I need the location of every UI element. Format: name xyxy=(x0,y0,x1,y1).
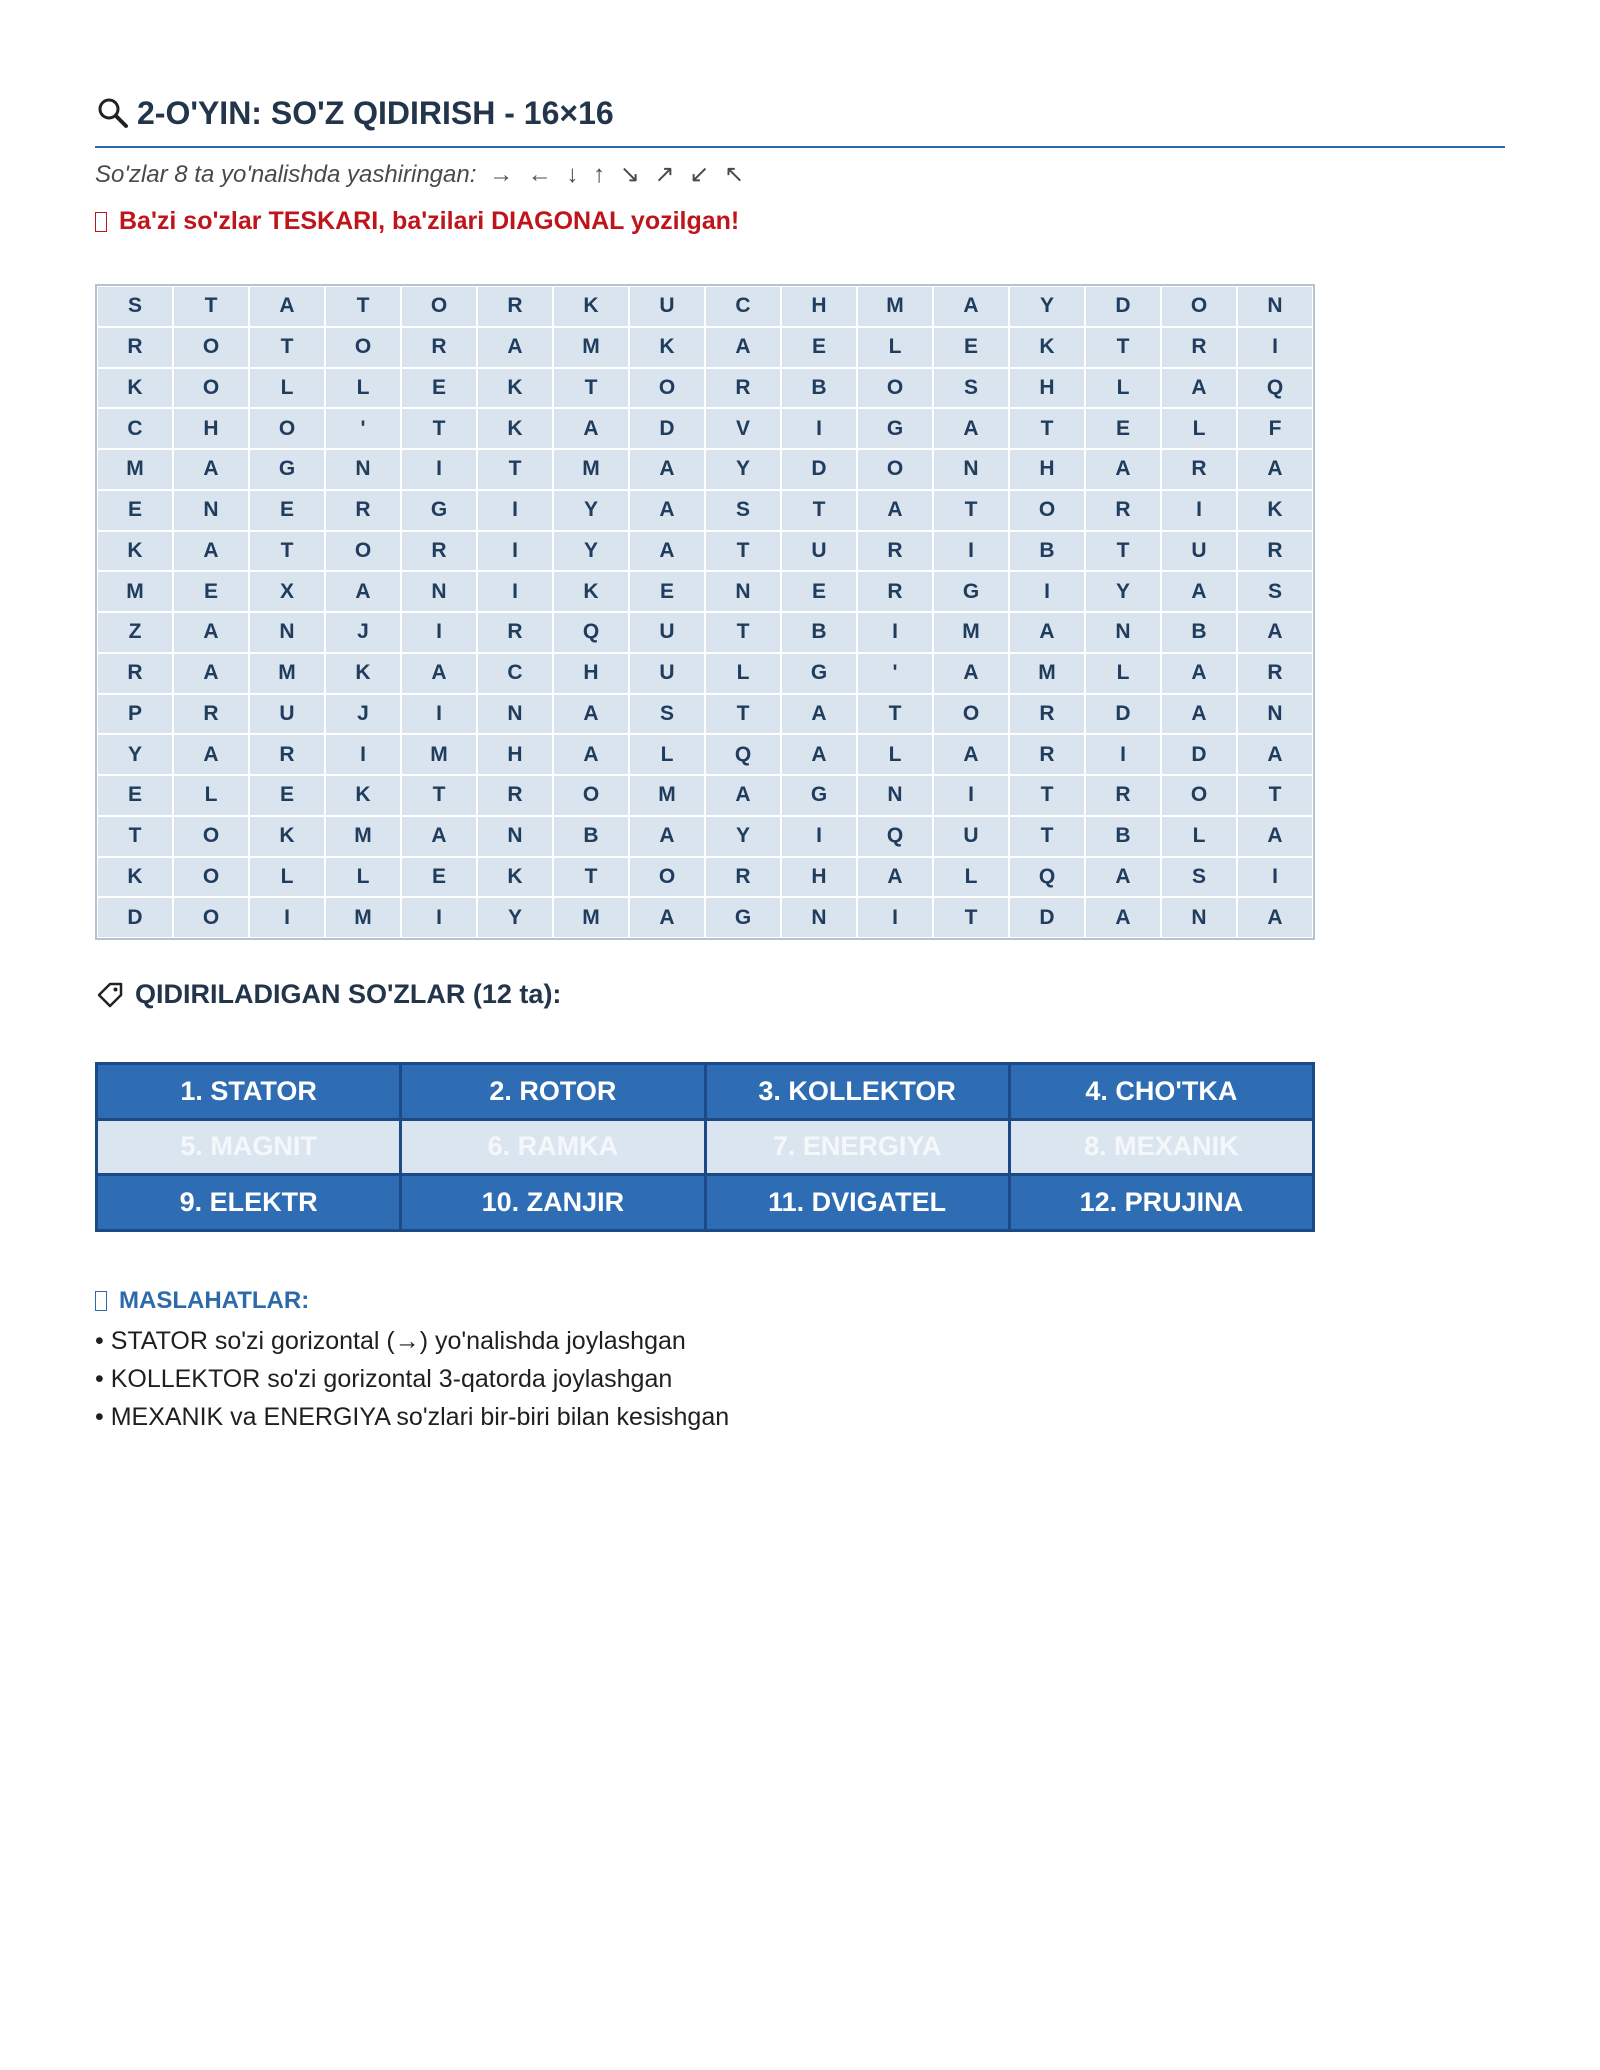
grid-cell[interactable]: J xyxy=(325,612,401,653)
tag-icon xyxy=(95,980,125,1010)
grid-cell[interactable]: U xyxy=(1161,531,1237,572)
grid-cell[interactable]: O xyxy=(1161,286,1237,327)
grid-cell[interactable]: N xyxy=(1237,694,1313,735)
grid-cell[interactable]: A xyxy=(1161,694,1237,735)
grid-cell[interactable]: E xyxy=(401,857,477,898)
grid-cell[interactable]: K xyxy=(477,408,553,449)
grid-cell[interactable]: A xyxy=(933,408,1009,449)
word-item: 2. ROTOR xyxy=(402,1065,703,1118)
grid-cell[interactable]: Y xyxy=(553,531,629,572)
grid-cell[interactable]: L xyxy=(857,327,933,368)
grid-cell[interactable]: E xyxy=(173,571,249,612)
word-item: 3. KOLLEKTOR xyxy=(707,1065,1008,1118)
grid-cell[interactable]: R xyxy=(97,653,173,694)
grid-cell[interactable]: A xyxy=(1237,612,1313,653)
grid-cell[interactable]: B xyxy=(1161,612,1237,653)
grid-cell[interactable]: R xyxy=(705,368,781,409)
grid-cell[interactable]: Y xyxy=(477,897,553,938)
grid-cell[interactable]: B xyxy=(781,612,857,653)
grid-cell[interactable]: A xyxy=(1161,368,1237,409)
grid-cell[interactable]: G xyxy=(781,775,857,816)
grid-cell[interactable]: E xyxy=(401,368,477,409)
grid-cell[interactable]: M xyxy=(325,816,401,857)
grid-cell[interactable]: Q xyxy=(1009,857,1085,898)
grid-cell[interactable]: K xyxy=(1237,490,1313,531)
word-item: 10. ZANJIR xyxy=(402,1176,703,1229)
grid-cell[interactable]: I xyxy=(781,816,857,857)
grid-cell[interactable]: ' xyxy=(325,408,401,449)
direction-arrows: → ← ↓ ↑ ↘ ↗ ↙ ↖ xyxy=(489,161,749,188)
grid-cell[interactable]: ' xyxy=(857,653,933,694)
grid-cell[interactable]: T xyxy=(325,286,401,327)
grid-cell[interactable]: A xyxy=(553,734,629,775)
grid-cell[interactable]: I xyxy=(249,897,325,938)
grid-cell[interactable]: T xyxy=(705,694,781,735)
grid-cell[interactable]: O xyxy=(629,857,705,898)
grid-cell[interactable]: L xyxy=(933,857,1009,898)
grid-cell[interactable]: O xyxy=(173,857,249,898)
grid-cell[interactable]: M xyxy=(857,286,933,327)
grid-cell[interactable]: A xyxy=(629,449,705,490)
grid-cell[interactable]: A xyxy=(629,531,705,572)
grid-cell[interactable]: P xyxy=(97,694,173,735)
grid-cell[interactable]: Q xyxy=(857,816,933,857)
grid-cell[interactable]: E xyxy=(97,490,173,531)
grid-cell[interactable]: A xyxy=(477,327,553,368)
grid-cell[interactable]: L xyxy=(1161,816,1237,857)
grid-cell[interactable]: T xyxy=(553,857,629,898)
grid-cell[interactable]: S xyxy=(1237,571,1313,612)
grid-cell[interactable]: H xyxy=(1009,368,1085,409)
grid-cell[interactable]: D xyxy=(781,449,857,490)
words-section-title xyxy=(95,979,561,1010)
tip-item: • MEXANIK va ENERGIYA so'zlari bir-biri bilan kesishgan xyxy=(95,1398,729,1436)
grid-cell[interactable]: T xyxy=(781,490,857,531)
grid-cell[interactable]: Q xyxy=(553,612,629,653)
word-item: 4. CHO'TKA xyxy=(1011,1065,1312,1118)
grid-cell[interactable]: N xyxy=(933,449,1009,490)
grid-cell[interactable]: T xyxy=(705,531,781,572)
grid-cell[interactable]: K xyxy=(629,327,705,368)
grid-cell[interactable]: M xyxy=(97,571,173,612)
grid-cell[interactable]: R xyxy=(477,612,553,653)
grid-cell[interactable]: X xyxy=(249,571,325,612)
grid-cell[interactable]: U xyxy=(249,694,325,735)
grid-cell[interactable]: A xyxy=(857,857,933,898)
grid-cell[interactable]: A xyxy=(705,327,781,368)
grid-cell[interactable]: R xyxy=(857,531,933,572)
grid-cell[interactable]: L xyxy=(249,368,325,409)
grid-cell[interactable]: G xyxy=(705,897,781,938)
grid-cell[interactable]: M xyxy=(553,327,629,368)
grid-cell[interactable]: S xyxy=(705,490,781,531)
grid-cell[interactable]: E xyxy=(249,490,325,531)
grid-cell[interactable]: C xyxy=(705,286,781,327)
grid-cell[interactable]: O xyxy=(629,368,705,409)
grid-cell[interactable]: S xyxy=(933,368,1009,409)
grid-cell[interactable]: T xyxy=(1009,816,1085,857)
tip-item: • STATOR so'zi gorizontal (→) yo'nalishda joylashgan xyxy=(95,1322,729,1360)
tips-title xyxy=(95,1287,309,1315)
grid-cell[interactable]: T xyxy=(401,408,477,449)
grid-cell[interactable]: U xyxy=(629,612,705,653)
grid-cell[interactable]: I xyxy=(401,694,477,735)
grid-cell[interactable]: A xyxy=(629,816,705,857)
tips-list xyxy=(95,1322,729,1436)
grid-cell[interactable]: E xyxy=(1085,408,1161,449)
grid-cell[interactable]: Y xyxy=(705,449,781,490)
grid-cell[interactable]: N xyxy=(1237,286,1313,327)
grid-cell[interactable]: A xyxy=(1009,612,1085,653)
grid-cell[interactable]: S xyxy=(97,286,173,327)
word-item: 12. PRUJINA xyxy=(1011,1176,1312,1229)
grid-cell[interactable]: T xyxy=(1237,775,1313,816)
grid-cell[interactable]: I xyxy=(1009,571,1085,612)
directions-text: So'zlar 8 ta yo'nalishda yashiringan: xyxy=(95,161,477,188)
grid-cell[interactable]: T xyxy=(97,816,173,857)
grid-cell[interactable]: R xyxy=(401,531,477,572)
grid-cell[interactable]: E xyxy=(781,327,857,368)
grid-cell[interactable]: O xyxy=(325,531,401,572)
grid-cell[interactable]: R xyxy=(249,734,325,775)
word-item: 5. MAGNIT xyxy=(98,1121,399,1174)
grid-cell[interactable]: A xyxy=(705,775,781,816)
grid-cell[interactable]: R xyxy=(857,571,933,612)
grid-cell[interactable]: I xyxy=(477,571,553,612)
grid-cell[interactable]: A xyxy=(1237,816,1313,857)
grid-cell[interactable]: C xyxy=(477,653,553,694)
grid-cell[interactable]: I xyxy=(1161,490,1237,531)
grid-cell[interactable]: T xyxy=(1009,408,1085,449)
grid-cell[interactable]: N xyxy=(401,571,477,612)
grid-cell[interactable]: Q xyxy=(705,734,781,775)
grid-cell[interactable]: R xyxy=(173,694,249,735)
grid-cell[interactable]: R xyxy=(705,857,781,898)
grid-cell[interactable]: D xyxy=(1085,694,1161,735)
grid-cell[interactable]: A xyxy=(781,734,857,775)
grid-cell[interactable]: R xyxy=(1237,531,1313,572)
grid-cell[interactable]: R xyxy=(1085,490,1161,531)
grid-cell[interactable]: L xyxy=(1161,408,1237,449)
grid-cell[interactable]: N xyxy=(705,571,781,612)
grid-cell[interactable]: K xyxy=(553,571,629,612)
grid-cell[interactable]: I xyxy=(401,897,477,938)
grid-cell[interactable]: R xyxy=(1161,327,1237,368)
grid-cell[interactable]: A xyxy=(173,449,249,490)
tips-icon xyxy=(95,1291,107,1311)
grid-cell[interactable]: M xyxy=(1009,653,1085,694)
grid-cell[interactable]: I xyxy=(325,734,401,775)
grid-cell[interactable]: U xyxy=(933,816,1009,857)
word-item: 11. DVIGATEL xyxy=(707,1176,1008,1229)
grid-cell[interactable]: T xyxy=(1085,531,1161,572)
grid-cell[interactable]: O xyxy=(173,816,249,857)
grid-cell[interactable]: A xyxy=(1237,897,1313,938)
grid-cell[interactable]: R xyxy=(1009,694,1085,735)
grid-cell[interactable]: A xyxy=(1237,734,1313,775)
grid-cell[interactable]: L xyxy=(249,857,325,898)
grid-cell[interactable]: I xyxy=(781,408,857,449)
grid-cell[interactable]: S xyxy=(629,694,705,735)
grid-cell[interactable]: M xyxy=(249,653,325,694)
grid-cell[interactable]: B xyxy=(553,816,629,857)
grid-cell[interactable]: N xyxy=(1161,897,1237,938)
grid-cell[interactable]: T xyxy=(705,612,781,653)
grid-cell[interactable]: M xyxy=(553,897,629,938)
grid-cell[interactable]: A xyxy=(629,897,705,938)
grid-cell[interactable]: L xyxy=(325,857,401,898)
grid-cell[interactable]: A xyxy=(857,490,933,531)
grid-cell[interactable]: E xyxy=(249,775,325,816)
grid-cell[interactable]: O xyxy=(325,327,401,368)
grid-cell[interactable]: D xyxy=(629,408,705,449)
grid-cell[interactable]: A xyxy=(553,408,629,449)
grid-cell[interactable]: M xyxy=(325,897,401,938)
grid-cell[interactable]: U xyxy=(629,286,705,327)
directions-note xyxy=(95,160,748,189)
grid-cell[interactable]: A xyxy=(1085,897,1161,938)
grid-cell[interactable]: M xyxy=(97,449,173,490)
grid-cell[interactable]: T xyxy=(173,286,249,327)
grid-cell[interactable]: Y xyxy=(553,490,629,531)
grid-cell[interactable]: N xyxy=(477,694,553,735)
grid-cell[interactable]: K xyxy=(477,857,553,898)
grid-cell[interactable]: O xyxy=(857,368,933,409)
grid-cell[interactable]: A xyxy=(173,734,249,775)
grid-cell[interactable]: A xyxy=(325,571,401,612)
grid-cell[interactable]: B xyxy=(1085,816,1161,857)
grid-cell[interactable]: O xyxy=(933,694,1009,735)
grid-cell[interactable]: A xyxy=(401,653,477,694)
grid-cell[interactable]: T xyxy=(249,327,325,368)
grid-cell[interactable]: I xyxy=(1085,734,1161,775)
grid-cell[interactable]: A xyxy=(1237,449,1313,490)
grid-cell[interactable]: A xyxy=(1161,653,1237,694)
grid-cell[interactable]: T xyxy=(249,531,325,572)
tips-title-text: MASLAHATLAR: xyxy=(119,1287,310,1314)
grid-cell[interactable]: K xyxy=(97,368,173,409)
grid-cell[interactable]: O xyxy=(173,327,249,368)
grid-cell[interactable]: D xyxy=(97,897,173,938)
grid-cell[interactable]: H xyxy=(1009,449,1085,490)
grid-cell[interactable]: U xyxy=(781,531,857,572)
grid-cell[interactable]: D xyxy=(1161,734,1237,775)
word-item: 9. ELEKTR xyxy=(98,1176,399,1229)
grid-cell[interactable]: R xyxy=(1161,449,1237,490)
page-title: 2-O'YIN: SO'Z QIDIRISH - 16×16 xyxy=(137,94,614,131)
grid-cell[interactable]: O xyxy=(1161,775,1237,816)
grid-cell[interactable]: A xyxy=(1161,571,1237,612)
grid-cell[interactable]: B xyxy=(781,368,857,409)
page-header xyxy=(95,88,1505,148)
grid-cell[interactable]: G xyxy=(781,653,857,694)
grid-cell[interactable]: Y xyxy=(1085,571,1161,612)
words-title-text: QIDIRILADIGAN SO'ZLAR (12 ta): xyxy=(135,979,562,1009)
grid-cell[interactable]: Q xyxy=(1237,368,1313,409)
grid-cell[interactable]: I xyxy=(401,612,477,653)
grid-cell[interactable]: C xyxy=(97,408,173,449)
grid-cell[interactable]: K xyxy=(325,775,401,816)
word-item: 6. RAMKA xyxy=(402,1121,703,1174)
grid-cell[interactable]: Y xyxy=(705,816,781,857)
grid-cell[interactable]: R xyxy=(477,775,553,816)
grid-cell[interactable]: T xyxy=(1085,327,1161,368)
grid-cell[interactable]: L xyxy=(1085,368,1161,409)
grid-cell[interactable]: K xyxy=(1009,327,1085,368)
grid-cell[interactable]: I xyxy=(933,775,1009,816)
word-item: 1. STATOR xyxy=(98,1065,399,1118)
grid-cell[interactable]: I xyxy=(477,490,553,531)
grid-cell[interactable]: A xyxy=(173,531,249,572)
grid-cell[interactable]: O xyxy=(401,286,477,327)
grid-cell[interactable]: I xyxy=(857,897,933,938)
grid-cell[interactable]: M xyxy=(933,612,1009,653)
grid-cell[interactable]: A xyxy=(553,694,629,735)
grid-cell[interactable]: T xyxy=(933,897,1009,938)
grid-cell[interactable]: Y xyxy=(97,734,173,775)
grid-cell[interactable]: U xyxy=(629,653,705,694)
grid-cell[interactable]: I xyxy=(933,531,1009,572)
grid-cell[interactable]: N xyxy=(477,816,553,857)
grid-cell[interactable]: N xyxy=(857,775,933,816)
grid-cell[interactable]: I xyxy=(1237,857,1313,898)
grid-cell[interactable]: I xyxy=(1237,327,1313,368)
letter-grid xyxy=(95,284,1315,940)
grid-cell[interactable]: R xyxy=(477,286,553,327)
grid-cell[interactable]: Y xyxy=(1009,286,1085,327)
grid-cell[interactable]: R xyxy=(1009,734,1085,775)
grid-cell[interactable]: T xyxy=(553,368,629,409)
grid-cell[interactable]: K xyxy=(97,531,173,572)
grid-cell[interactable]: R xyxy=(401,327,477,368)
grid-cell[interactable]: E xyxy=(933,327,1009,368)
grid-cell[interactable]: K xyxy=(325,653,401,694)
grid-cell[interactable]: L xyxy=(705,653,781,694)
grid-cell[interactable]: M xyxy=(629,775,705,816)
grid-cell[interactable]: J xyxy=(325,694,401,735)
grid-cell[interactable]: R xyxy=(325,490,401,531)
grid-cell[interactable]: L xyxy=(629,734,705,775)
grid-cell[interactable]: O xyxy=(173,368,249,409)
grid-cell[interactable]: D xyxy=(1085,286,1161,327)
grid-cell[interactable]: A xyxy=(933,286,1009,327)
grid-cell[interactable]: G xyxy=(933,571,1009,612)
grid-cell[interactable]: N xyxy=(249,612,325,653)
grid-cell[interactable]: T xyxy=(857,694,933,735)
warning-icon xyxy=(95,212,107,232)
grid-cell[interactable]: Z xyxy=(97,612,173,653)
grid-cell[interactable]: T xyxy=(401,775,477,816)
grid-cell[interactable]: K xyxy=(553,286,629,327)
grid-cell[interactable]: A xyxy=(1085,857,1161,898)
grid-cell[interactable]: G xyxy=(249,449,325,490)
grid-cell[interactable]: T xyxy=(933,490,1009,531)
grid-cell[interactable]: R xyxy=(1085,775,1161,816)
grid-cell[interactable]: M xyxy=(553,449,629,490)
grid-cell[interactable]: O xyxy=(249,408,325,449)
word-item: 7. ENERGIYA xyxy=(707,1121,1008,1174)
grid-cell[interactable]: M xyxy=(401,734,477,775)
grid-cell[interactable]: H xyxy=(781,857,857,898)
grid-cell[interactable]: O xyxy=(173,897,249,938)
grid-cell[interactable]: D xyxy=(1009,897,1085,938)
grid-cell[interactable]: K xyxy=(477,368,553,409)
grid-cell[interactable]: H xyxy=(553,653,629,694)
grid-cell[interactable]: A xyxy=(249,286,325,327)
grid-cell[interactable]: E xyxy=(629,571,705,612)
grid-cell[interactable]: S xyxy=(1161,857,1237,898)
warning-text: Ba'zi so'zlar TESKARI, ba'zilari DIAGONAL yozilgan! xyxy=(119,207,740,235)
grid-cell[interactable]: K xyxy=(249,816,325,857)
grid-cell[interactable]: I xyxy=(477,531,553,572)
grid-cell[interactable]: I xyxy=(401,449,477,490)
grid-cell[interactable]: L xyxy=(325,368,401,409)
grid-cell[interactable]: A xyxy=(629,490,705,531)
grid-cell[interactable]: O xyxy=(1009,490,1085,531)
grid-cell[interactable]: L xyxy=(1085,653,1161,694)
grid-cell[interactable]: I xyxy=(857,612,933,653)
grid-cell[interactable]: B xyxy=(1009,531,1085,572)
magnifier-icon xyxy=(95,95,131,131)
grid-cell[interactable]: A xyxy=(933,734,1009,775)
grid-cell[interactable]: L xyxy=(173,775,249,816)
grid-cell[interactable]: G xyxy=(401,490,477,531)
grid-cell[interactable]: N xyxy=(1085,612,1161,653)
grid-cell[interactable]: L xyxy=(857,734,933,775)
grid-cell[interactable]: A xyxy=(933,653,1009,694)
word-list-table xyxy=(95,1062,1315,1232)
grid-cell[interactable]: H xyxy=(781,286,857,327)
grid-cell[interactable]: H xyxy=(477,734,553,775)
grid-cell[interactable]: N xyxy=(325,449,401,490)
grid-cell[interactable]: N xyxy=(781,897,857,938)
grid-cell[interactable]: K xyxy=(97,857,173,898)
grid-cell[interactable]: E xyxy=(97,775,173,816)
grid-cell[interactable]: O xyxy=(553,775,629,816)
grid-cell[interactable]: O xyxy=(857,449,933,490)
grid-cell[interactable]: A xyxy=(401,816,477,857)
grid-cell[interactable]: R xyxy=(1237,653,1313,694)
grid-cell[interactable]: A xyxy=(781,694,857,735)
tip-item: • KOLLEKTOR so'zi gorizontal 3-qatorda joylashgan xyxy=(95,1360,729,1398)
grid-cell[interactable]: G xyxy=(857,408,933,449)
grid-cell[interactable]: A xyxy=(173,612,249,653)
grid-cell[interactable]: A xyxy=(173,653,249,694)
grid-cell[interactable]: T xyxy=(477,449,553,490)
grid-cell[interactable]: E xyxy=(781,571,857,612)
grid-cell[interactable]: F xyxy=(1237,408,1313,449)
grid-cell[interactable]: N xyxy=(173,490,249,531)
grid-cell[interactable]: H xyxy=(173,408,249,449)
warning-note xyxy=(95,207,739,236)
grid-cell[interactable]: A xyxy=(1085,449,1161,490)
grid-cell[interactable]: T xyxy=(1009,775,1085,816)
word-item: 8. MEXANIK xyxy=(1011,1121,1312,1174)
grid-cell[interactable]: R xyxy=(97,327,173,368)
grid-cell[interactable]: V xyxy=(705,408,781,449)
